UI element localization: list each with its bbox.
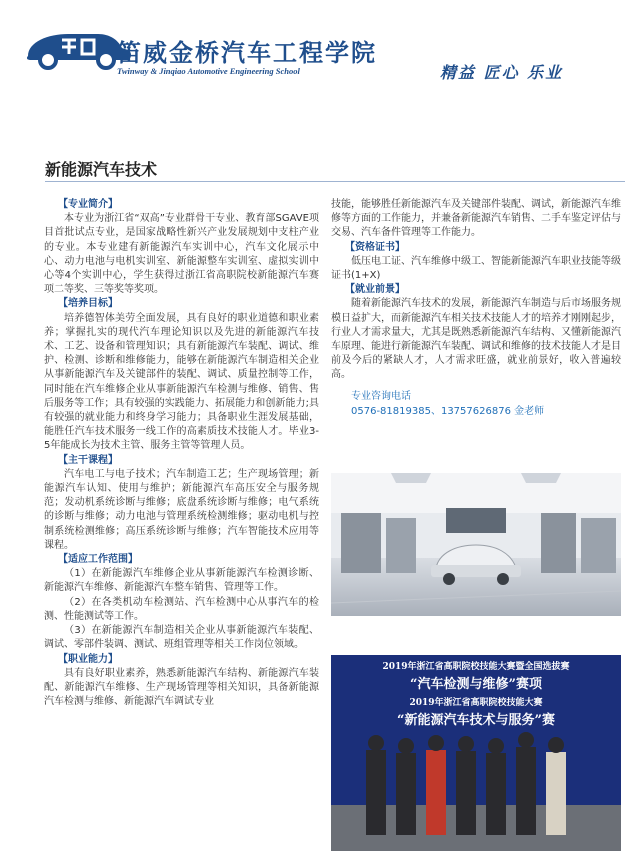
cert-text: 低压电工证、汽车维修中级工、智能新能源汽车职业技能等级证书(1+X) — [331, 255, 621, 282]
school-name-english: Twinway & Jinqiao Automotive Engineering School — [117, 66, 300, 76]
section-title: 新能源汽车技术 — [45, 160, 158, 179]
training-workshop-photo — [331, 473, 621, 616]
school-name: 笛威金桥汽车工程学院 — [117, 39, 377, 67]
goal-heading: 【培养目标】 — [58, 298, 118, 310]
banner-line-4: “新能源汽车技术与服务”赛 — [397, 713, 555, 728]
title-divider — [45, 181, 625, 182]
contact-label: 专业咨询电话 — [351, 390, 411, 402]
cert-heading: 【资格证书】 — [345, 241, 405, 253]
ability-text: 具有良好职业素养，熟悉新能源汽车结构、新能源汽车装配、新能源汽车维修、生产现场管理等相关知识，具备新能源汽车检测与维修、新能源汽车调试专业 — [44, 667, 319, 708]
job-heading: 【就业前景】 — [345, 284, 405, 296]
scope-item-1: （1）在新能源汽车维修企业从事新能源汽车检测诊断、新能源汽车维修、新能源汽车整车销售、管理等工作。 — [44, 568, 319, 594]
contact-phone: 0576-81819385、13757626876 金老师 — [351, 405, 545, 417]
scope-heading: 【适应工作范围】 — [58, 554, 138, 566]
left-column — [44, 198, 319, 709]
banner-line-3: 2019年浙江省高职院校技能大赛 — [409, 698, 543, 708]
school-motto: 精益 匠心 乐业 — [440, 63, 564, 82]
ability-text-continued: 技能，能够胜任新能源汽车及关键部件装配、调试，新能源汽车维修等方面的工作能力，并兼备新能源汽车销售、二手车鉴定评估与交易、汽车备件管理等工作能力。 — [331, 199, 621, 239]
competition-group-photo — [331, 655, 621, 851]
banner-line-1: 2019年浙江省高职院校技能大赛暨全国选拔赛 — [382, 662, 570, 672]
goal-text: 培养德智体美劳全面发展，具有良好的职业道德和职业素养；掌握扎实的现代汽车理论知识以及先进的新能源汽车技术、工艺、设备和管理知识；具有新能源汽车装配、调试、维护、检测、诊断和维修能力，能够在新能源汽车制造相关企业从事新能源汽车及关键部件的装配、调试、质量控制等工作，同时能在汽车维修企业从事新能源汽车检测与维修、销售、售后服务等工作；具有较强的实践能力、拓展能力和创新能力;具有较强的就业能力和终身学习能力；具备职业生涯发展基础，能胜任汽车技术服务一线工作的高素质技术技能人才。毕业3-5年能成长为技术主管、服务主管等管理人员。 — [44, 312, 319, 452]
header — [0, 0, 639, 150]
ability-heading: 【职业能力】 — [58, 653, 118, 665]
course-heading: 【主干课程】 — [58, 454, 118, 466]
scope-item-2: （2）在各类机动车检测站、汽车检测中心从事汽车的检测、性能测试等工作。 — [44, 596, 319, 622]
job-text: 随着新能源汽车技术的发展，新能源汽车制造与后市场服务规模日益扩大，而新能源汽车相关技术技能人才的培养才刚刚起步，行业人才需求量大，尤其是既熟悉新能源汽车结构、又懂新能源汽车原理、能进行新能源汽车装配、调试和维修的技术技能人才是目前及今后的紧缺人才，人才需求旺盛，就业前景好，收入普遍较高。 — [331, 298, 621, 381]
course-text: 汽车电工与电子技术；汽车制造工艺；生产现场管理；新能源汽车认知、使用与维护；新能源汽车高压安全与服务规范；发动机系统诊断与维修；底盘系统诊断与维修；电气系统的诊断与维修；动力电池与管理系统检测维修；驱动电机与控制系统检测维修；高压系统诊断与维修；汽车智能技术应用等课程。 — [44, 468, 319, 551]
scope-item-3: （3）在新能源汽车制造相关企业从事新能源汽车装配、调试、零部件装调、测试、班组管理等相关工作岗位领域。 — [44, 625, 319, 651]
banner-line-2: “汽车检测与维修”赛项 — [410, 677, 542, 692]
intro-heading: 【专业简介】 — [58, 199, 118, 210]
intro-text: 本专业为浙江省“双高”专业群骨干专业、教育部SGAVE项目首批试点专业，是国家战略性新兴产业发展规划中支柱产业的专业。本专业建有新能源汽车实训中心，汽车文化展示中心、动力电池与电机实训室、新能源整车实训室、虚拟实训中心等4个实训中心，学生获得过浙江省高职院校新能源汽车赛项二等奖、三等奖等奖项。 — [44, 213, 319, 296]
right-column — [331, 198, 621, 419]
